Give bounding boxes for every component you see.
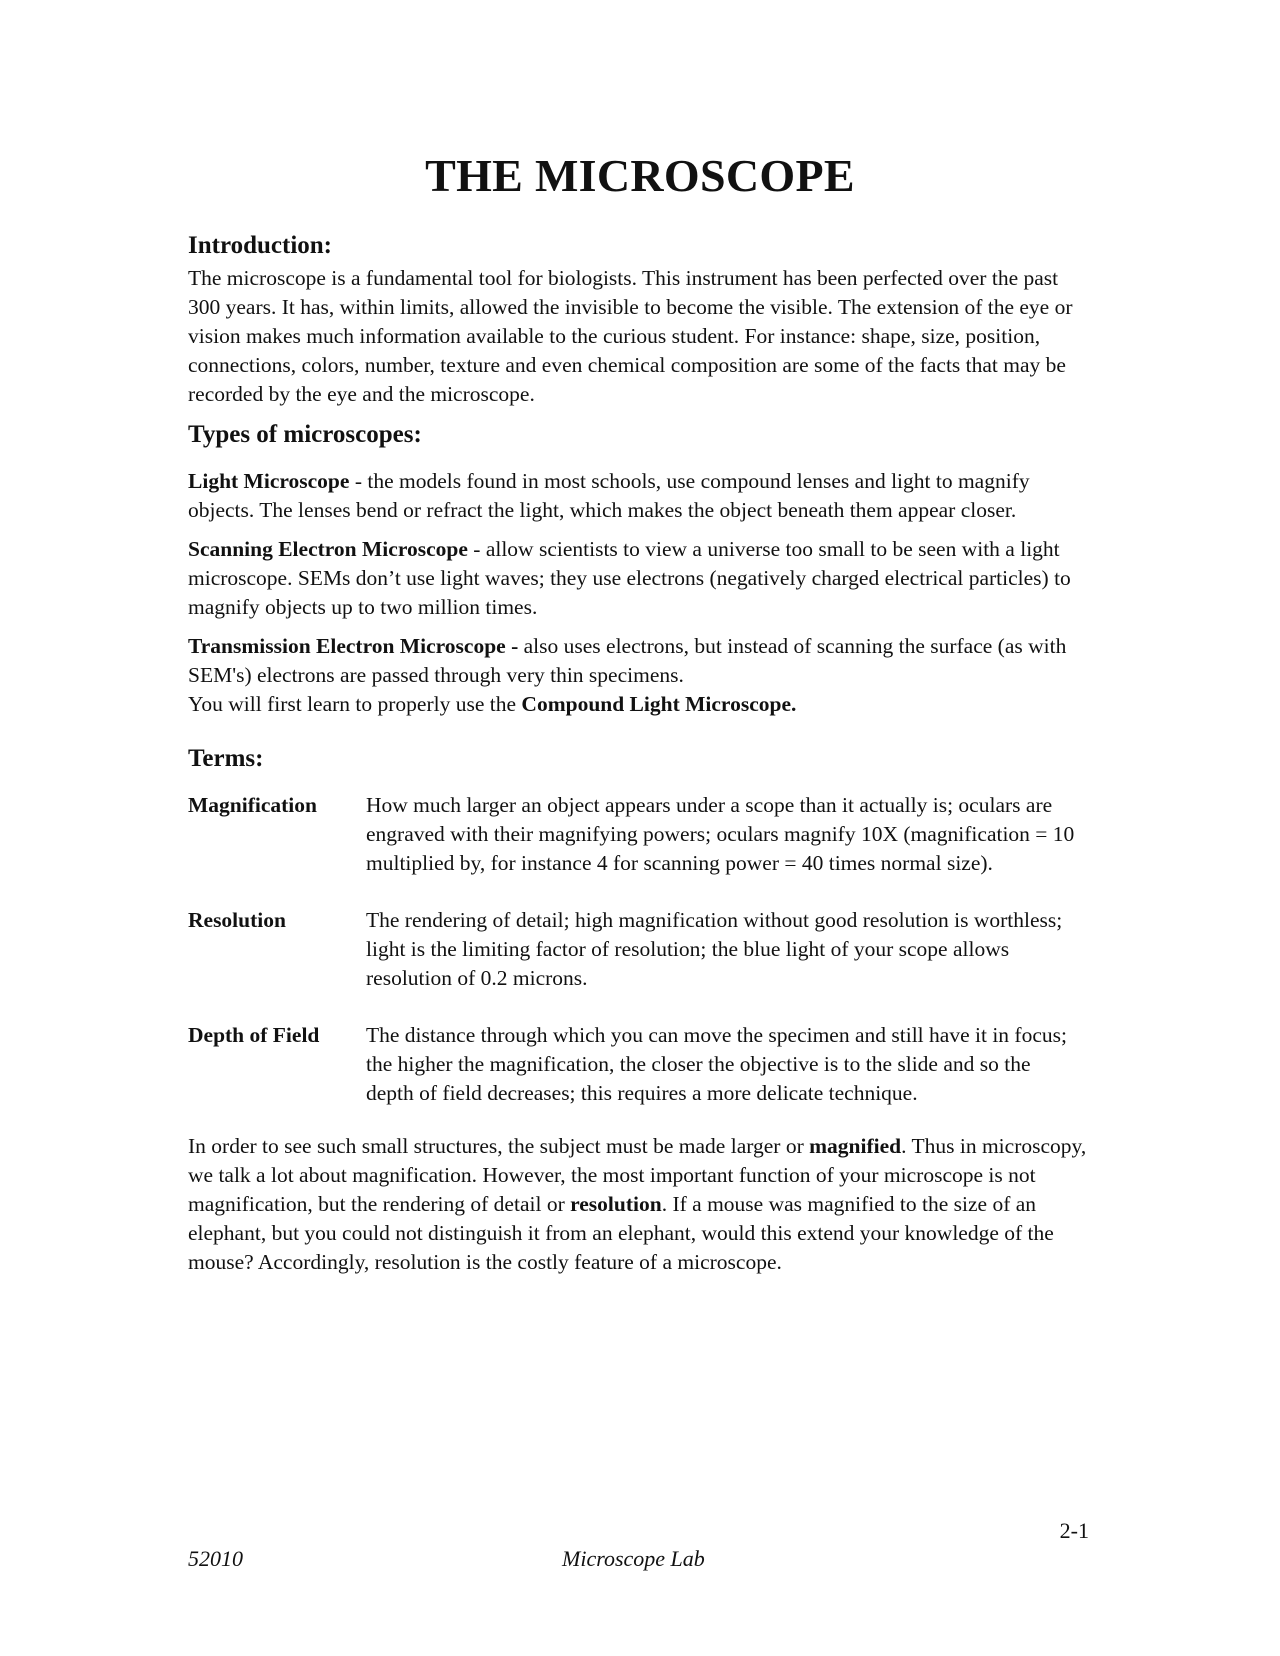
page-number: 2-1 [1059, 1518, 1089, 1543]
type-item-light [188, 467, 1088, 525]
type-description: also uses electrons, but instead of scanning the surface (as with SEM's) electrons are passed through very thin specimens. [188, 634, 1067, 687]
type-name: Transmission Electron Microscope - [188, 634, 519, 658]
term-definition: The rendering of detail; high magnification without good resolution is worthless; light is the limiting factor of resolution; the blue light of your scope allows resolution of 0.2 microns. [366, 908, 1063, 990]
type-item-sem [188, 535, 1088, 622]
type-name: Scanning Electron Microscope [188, 537, 468, 561]
closing-paragraph [188, 1132, 1088, 1277]
compound-note-text: You will first learn to properly use the [188, 692, 522, 716]
term-name: Resolution [188, 908, 286, 932]
introduction-text: The microscope is a fundamental tool for biologists. This instrument has been perfected over the past 300 years. It has, within limits, allowed the invisible to become the visible. The extension of the eye or vision makes much information available to the curious student. For instance: shape, size, position, connections, colors, number, texture and even chemical composition are some of the facts that may be recorded by the eye and the microscope. [188, 266, 1073, 406]
footer-course-code: 52010 [188, 1546, 243, 1571]
types-section [188, 417, 1088, 719]
document-body [188, 228, 1088, 1277]
introduction-section [188, 228, 1088, 409]
closing-text: . If a mouse was magnified to the size of an elephant, but you could not distinguish it from an elephant, would this extend your knowledge of the mouse? Accordingly, resolution is the costly feature of a microscope. [188, 1192, 1054, 1274]
term-row-depth-of-field [188, 1021, 1088, 1108]
closing-text: In order to see such small structures, the subject must be made larger or [188, 1134, 810, 1158]
term-row-magnification [188, 791, 1088, 878]
page-title: THE MICROSCOPE [425, 150, 855, 201]
terms-heading: Terms: [188, 745, 264, 772]
compound-note [188, 690, 1088, 719]
footer-lab-name: Microscope Lab [562, 1546, 705, 1571]
term-definition: How much larger an object appears under a scope than it actually is; oculars are engraved with their magnifying powers; oculars magnify 10X (magnification = 10 multiplied by, for instance 4 for scanning power = 40 times normal size). [366, 793, 1075, 875]
compound-note-bold: Compound Light Microscope. [521, 692, 797, 716]
closing-bold-resolution: resolution [570, 1192, 662, 1216]
types-heading: Types of microscopes: [188, 421, 422, 448]
term-name: Depth of Field [188, 1023, 320, 1047]
introduction-heading: Introduction: [188, 232, 333, 259]
type-description: allow scientists to view a universe too small to be seen with a light microscope. SEMs don’t use light waves; they use electrons (negatively charged electrical particles) to magnify objects up to two million times. [188, 537, 1071, 619]
term-name: Magnification [188, 793, 317, 817]
type-name: Light Microscope [188, 469, 350, 493]
type-separator: - [349, 469, 368, 493]
type-separator: - [467, 537, 486, 561]
terms-section [188, 741, 1088, 1108]
closing-text: . Thus in microscopy, we talk a lot about magnification. However, the most important function of your microscope is not magnification, but the rendering of detail or [188, 1134, 1087, 1216]
closing-bold-magnified: magnified [809, 1134, 902, 1158]
term-definition: The distance through which you can move the specimen and still have it in focus; the higher the magnification, the closer the objective is to the slide and so the depth of field decreases; this requires a more delicate technique. [366, 1023, 1067, 1105]
term-row-resolution [188, 906, 1088, 993]
type-description: the models found in most schools, use compound lenses and light to magnify objects. The lenses bend or refract the light, which makes the object beneath them appear closer. [188, 469, 1030, 522]
type-item-tem [188, 632, 1088, 690]
